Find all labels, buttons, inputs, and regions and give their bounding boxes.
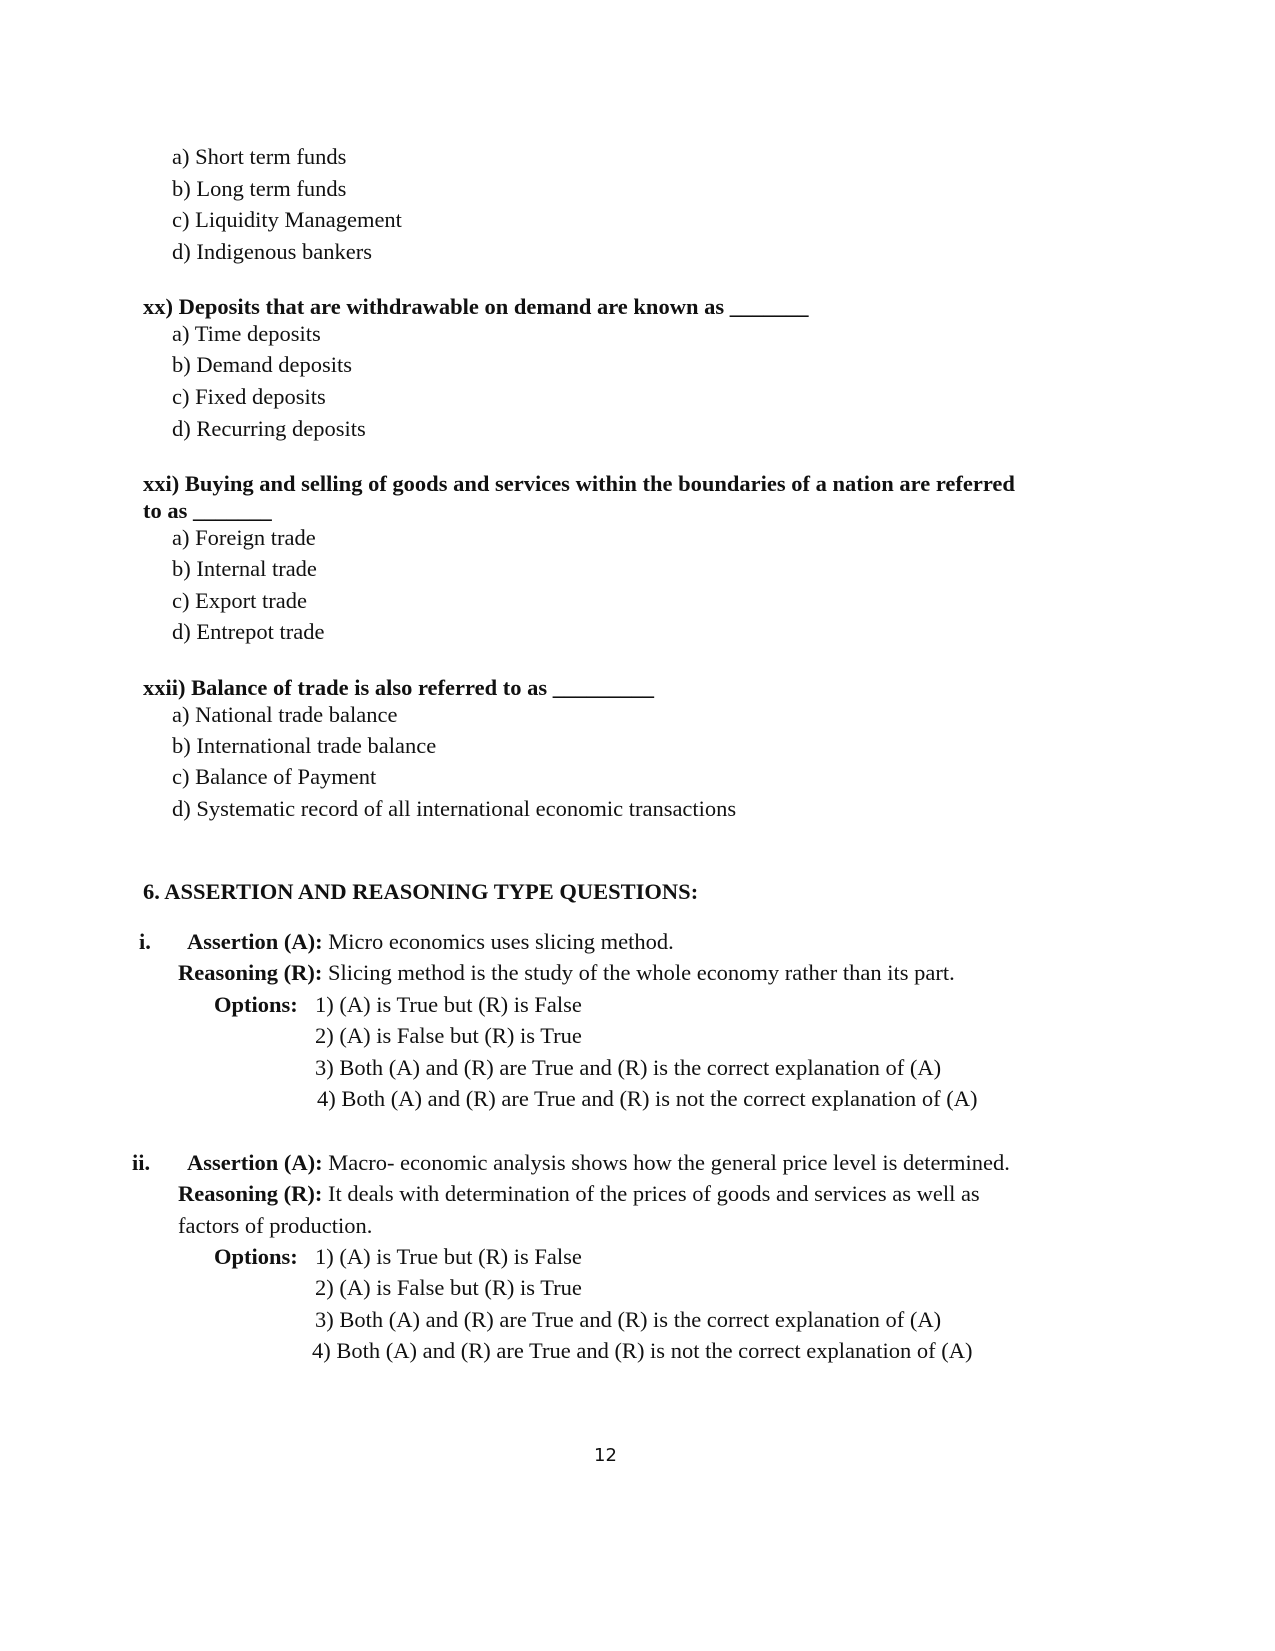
option-b: b) Demand deposits <box>172 352 352 377</box>
ar-option-2: 2) (A) is False but (R) is True <box>315 1023 582 1048</box>
ar-option-1: 1) (A) is True but (R) is False <box>315 992 582 1017</box>
option-c: c) Liquidity Management <box>172 207 402 232</box>
assertion-text: Micro economics uses slicing method. <box>328 929 674 954</box>
ar-option-4: 4) Both (A) and (R) are True and (R) is not the correct explanation of (A) <box>312 1338 973 1363</box>
options-label: Options: <box>214 1244 298 1269</box>
question-xxi-line2: to as _______ <box>143 498 272 523</box>
option-b: b) International trade balance <box>172 733 437 758</box>
ar-option-1: 1) (A) is True but (R) is False <box>315 1244 582 1269</box>
option-c: c) Fixed deposits <box>172 384 326 409</box>
page-number: 12 <box>594 1445 617 1466</box>
reasoning-label: Reasoning (R): <box>178 1181 323 1206</box>
options-label: Options: <box>214 992 298 1017</box>
question-xxii: xxii) Balance of trade is also referred to as _________ <box>143 675 654 700</box>
option-d: d) Systematic record of all international economic transactions <box>172 796 737 821</box>
reasoning-line <box>178 962 955 985</box>
assertion-line <box>187 1152 1010 1175</box>
option-d: d) Recurring deposits <box>172 416 366 441</box>
ar-option-3: 3) Both (A) and (R) are True and (R) is the correct explanation of (A) <box>315 1055 942 1080</box>
ar-option-3: 3) Both (A) and (R) are True and (R) is the correct explanation of (A) <box>315 1307 942 1332</box>
option-a: a) Short term funds <box>172 144 347 169</box>
assertion-label: Assertion (A): <box>187 929 323 954</box>
option-c: c) Export trade <box>172 588 307 613</box>
option-d: d) Indigenous bankers <box>172 239 372 264</box>
reasoning-line <box>178 1183 980 1206</box>
option-b: b) Internal trade <box>172 556 317 581</box>
reasoning-text: It deals with determination of the prices of goods and services as well as <box>328 1181 980 1206</box>
option-a: a) National trade balance <box>172 702 398 727</box>
section-heading: 6. ASSERTION AND REASONING TYPE QUESTIONS: <box>143 879 699 904</box>
assertion-label: Assertion (A): <box>187 1150 323 1175</box>
question-numeral: ii. <box>132 1150 151 1175</box>
ar-option-2: 2) (A) is False but (R) is True <box>315 1275 582 1300</box>
question-numeral: i. <box>139 929 151 954</box>
option-d: d) Entrepot trade <box>172 619 325 644</box>
question-xxi-line1: xxi) Buying and selling of goods and services within the boundaries of a nation are referred <box>143 471 1015 496</box>
question-xx: xx) Deposits that are withdrawable on demand are known as _______ <box>143 294 809 319</box>
ar-option-4: 4) Both (A) and (R) are True and (R) is not the correct explanation of (A) <box>317 1086 978 1111</box>
option-c: c) Balance of Payment <box>172 764 377 789</box>
option-a: a) Foreign trade <box>172 525 316 550</box>
reasoning-text-continued: factors of production. <box>178 1213 373 1238</box>
reasoning-text: Slicing method is the study of the whole economy rather than its part. <box>328 960 955 985</box>
option-a: a) Time deposits <box>172 321 321 346</box>
reasoning-label: Reasoning (R): <box>178 960 323 985</box>
option-b: b) Long term funds <box>172 176 347 201</box>
assertion-text: Macro- economic analysis shows how the general price level is determined. <box>328 1150 1010 1175</box>
assertion-line <box>187 931 674 954</box>
